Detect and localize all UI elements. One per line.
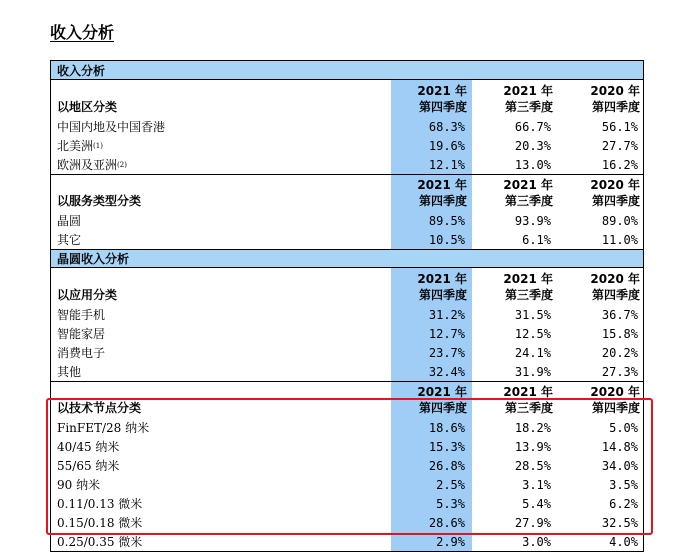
value-cell: 32.5%	[601, 515, 638, 530]
row-label: 40/45 纳米	[57, 440, 120, 454]
value-cell: 31.5%	[514, 307, 551, 322]
section-title: 收入分析	[57, 63, 106, 78]
row-label: 晶圆	[57, 214, 82, 228]
row-label: 智能手机	[57, 308, 106, 322]
value-cell: 5.0%	[609, 420, 638, 435]
value-cell: 13.0%	[514, 157, 551, 172]
row-label: 0.11/0.13 微米	[57, 497, 143, 511]
group-label: 以服务类型分类	[57, 194, 142, 208]
group-label: 以应用分类	[57, 288, 118, 302]
col-header-2021q4: 2021 年 第四季度	[391, 175, 472, 211]
value-cell: 14.8%	[601, 439, 638, 454]
value-cell: 4.0%	[609, 534, 638, 549]
value-cell: 10.5%	[391, 230, 472, 249]
col-header-2021q4: 2021 年 第四季度	[391, 80, 472, 117]
section-header-wafer	[51, 249, 643, 268]
col-header-2021q3: 2021 年 第三季度	[503, 385, 553, 415]
section-header-revenue	[51, 61, 643, 80]
table-row	[51, 117, 643, 136]
table-row	[51, 155, 643, 174]
row-label: 北美洲 (1)	[57, 139, 103, 153]
table-row	[51, 211, 643, 230]
value-cell: 12.5%	[514, 326, 551, 341]
table-row	[51, 324, 643, 343]
group-header-application	[51, 268, 643, 305]
table-row	[51, 305, 643, 324]
value-cell: 2.9%	[391, 532, 472, 551]
col-header-2020q4: 2020 年 第四季度	[590, 271, 640, 302]
table-row	[51, 136, 643, 155]
value-cell: 15.3%	[391, 437, 472, 456]
group-label: 以地区分类	[57, 100, 118, 114]
value-cell: 13.9%	[514, 439, 551, 454]
row-label: 中国内地及中国香港	[57, 120, 166, 134]
col-header-2021q3: 2021 年 第三季度	[503, 178, 553, 208]
value-cell: 66.7%	[514, 119, 551, 134]
value-cell: 6.1%	[522, 232, 551, 247]
value-cell: 6.2%	[609, 496, 638, 511]
row-label: 其它	[57, 233, 82, 247]
group-header-service	[51, 174, 643, 211]
highlight-box	[46, 398, 653, 535]
value-cell: 19.6%	[391, 136, 472, 155]
value-cell: 34.0%	[601, 458, 638, 473]
value-cell: 20.2%	[601, 345, 638, 360]
row-label: 0.25/0.35 微米	[57, 535, 143, 549]
value-cell: 23.7%	[391, 343, 472, 362]
row-label: 智能家居	[57, 327, 106, 341]
value-cell: 32.4%	[391, 362, 472, 381]
row-label: 消费电子	[57, 346, 106, 360]
value-cell: 24.1%	[514, 345, 551, 360]
value-cell: 18.2%	[514, 420, 551, 435]
row-label: 0.15/0.18 微米	[57, 516, 143, 530]
value-cell: 3.0%	[522, 534, 551, 549]
group-label: 以技术节点分类	[57, 401, 142, 415]
row-label: 欧洲及亚洲 (2)	[57, 158, 127, 172]
row-label: FinFET/28 纳米	[57, 421, 150, 435]
value-cell: 5.3%	[391, 494, 472, 513]
value-cell: 11.0%	[601, 232, 638, 247]
value-cell: 20.3%	[514, 138, 551, 153]
value-cell: 27.7%	[601, 138, 638, 153]
table-row	[51, 362, 643, 381]
value-cell: 28.5%	[514, 458, 551, 473]
value-cell: 93.9%	[514, 213, 551, 228]
col-header-2021q4: 2021 年 第四季度	[391, 382, 472, 418]
table-row	[51, 343, 643, 362]
row-label: 55/65 纳米	[57, 459, 120, 473]
group-header-region	[51, 80, 643, 117]
value-cell: 31.2%	[391, 305, 472, 324]
col-header-2020q4: 2020 年 第四季度	[590, 385, 640, 415]
col-header-2021q3: 2021 年 第三季度	[503, 83, 553, 114]
section-title: 晶圆收入分析	[57, 252, 130, 266]
table-row	[51, 230, 643, 249]
value-cell: 28.6%	[391, 513, 472, 532]
value-cell: 2.5%	[391, 475, 472, 494]
col-header-2021q4: 2021 年 第四季度	[391, 268, 472, 305]
value-cell: 12.1%	[391, 155, 472, 174]
value-cell: 3.1%	[522, 477, 551, 492]
value-cell: 27.9%	[514, 515, 551, 530]
value-cell: 16.2%	[601, 157, 638, 172]
value-cell: 26.8%	[391, 456, 472, 475]
value-cell: 56.1%	[601, 119, 638, 134]
col-header-2020q4: 2020 年 第四季度	[590, 83, 640, 114]
col-header-2020q4: 2020 年 第四季度	[590, 178, 640, 208]
row-label: 90 纳米	[57, 478, 101, 492]
value-cell: 89.0%	[601, 213, 638, 228]
value-cell: 15.8%	[601, 326, 638, 341]
value-cell: 68.3%	[391, 117, 472, 136]
value-cell: 27.3%	[601, 364, 638, 379]
value-cell: 89.5%	[391, 211, 472, 230]
value-cell: 31.9%	[514, 364, 551, 379]
page-title: 收入分析	[50, 23, 115, 42]
value-cell: 3.5%	[609, 477, 638, 492]
col-header-2021q3: 2021 年 第三季度	[503, 271, 553, 302]
value-cell: 5.4%	[522, 496, 551, 511]
value-cell: 36.7%	[601, 307, 638, 322]
row-label: 其他	[57, 365, 82, 379]
value-cell: 18.6%	[391, 418, 472, 437]
value-cell: 12.7%	[391, 324, 472, 343]
